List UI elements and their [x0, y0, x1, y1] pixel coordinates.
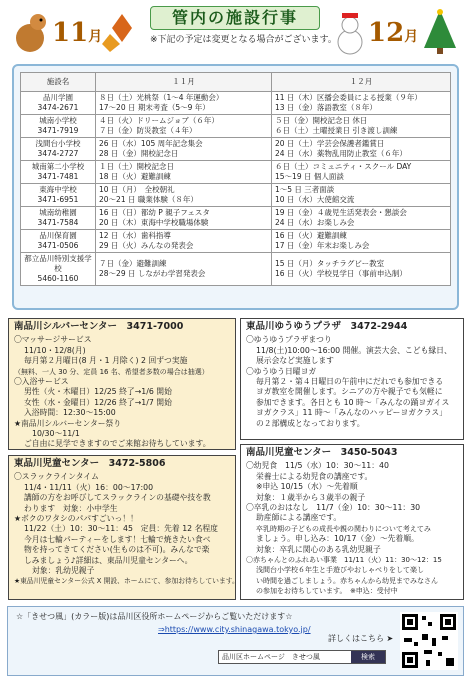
november-cell: ７日（金）避難訓練 28～29 日 しながわ学習発表会 — [96, 253, 272, 286]
december-cell: 1～5 日 三者面談 10 日（水）大使館交流 — [272, 184, 451, 207]
change-note: ※下記の予定は変更となる場合がございます。 — [150, 35, 337, 45]
footer — [7, 606, 464, 676]
facility-cell: 浅間台小学校 3474-2727 — [21, 138, 96, 161]
snowman-icon — [330, 10, 370, 56]
yuyu-plaza-box: 東品川ゆうゆうプラザ 3472-2944 〇ゆうゆうプラザまつり 11/8(土)10:00～16:00 開催。演芸大会、こども縁日、 展示会など実施します 〇ゆうゆう日曜ヨガ 毎月第２・第４日曜日の午前中にだれでも参加できる ヨガ教室を開催します。シニアの方や親子でも気軽に 参加できます。各日とも 10 時～「みんなの踊ヨガイス ヨガクラス」11 時～「みんなのハッピーヨガクラス」 の２部構成となっております。 — [240, 318, 464, 440]
minami-jido-title: 南品川児童センター 3450-5043 — [246, 447, 398, 458]
december-cell: ６日（土）コミュニティ・スクール DAY 15～19 日 個人面談 — [272, 161, 451, 184]
facility-cell: 品川保育園 3471-0506 — [21, 230, 96, 253]
higashi-jido-box: 東品川児童センター 3472-5806 〇スラックラインタイム 11/4・11/11（火）16：00～17:00 講師の方をお呼びしてスラックラインの基礎や技を教 わります 対象：小中学生 ★ボクのワタシのパパすごいっ！！ 11/22（土）10：30～11：45 定員：先着 12 名程度 今月は七輪パーティーをします！七輪で焼きたい食べ 物を持ってきてください(生ものは不可)。みんなで楽 しみましょう♪詳細は、東品川児童センターへ。 対象：乳幼児親子 ★東品川児童センター公式 X 開設、ホームにて、参加お待ちしています。 — [8, 455, 236, 600]
leaves-icon — [102, 10, 142, 54]
december-cell: 20 日（土）学芸会保護者鑑賞日 24 日（水）薬物乱用防止教室（６年） — [272, 138, 451, 161]
detail-label: 詳しくはこちら ➤ — [328, 634, 394, 643]
month-12: 12月 — [368, 18, 419, 48]
december-cell: ５日（金）開校記念日 休日 ６日（土）土曜授業日 引き渡し訓練 — [272, 115, 451, 138]
table-row — [21, 115, 451, 138]
december-cell: 15 日（月）タッチラグビー教室 16 日（火）学校見学日（事前申込制） — [272, 253, 451, 286]
silver-center-title: 南品川シルバーセンター 3471-7000 — [14, 321, 184, 332]
december-cell: 19 日（金）４歳児生活発表会・懇談会 24 日（水）お楽しみ会 — [272, 207, 451, 230]
homepage-link[interactable]: ⇒https://www.city.shinagawa.tokyo.jp/ — [158, 625, 311, 634]
facility-cell: 城南小学校 3471-7919 — [21, 115, 96, 138]
table-row — [21, 230, 451, 253]
header-facility: 施設名 — [21, 73, 96, 92]
page-title: 管内の施設行事 — [150, 6, 320, 30]
header-december: １２月 — [272, 73, 451, 92]
facility-cell: 都立品川特別支援学校 5460-1160 — [21, 253, 96, 286]
search-box[interactable] — [218, 650, 386, 664]
november-cell: 12 日（水）歯科指導 29 日（火）みんなの発表会 — [96, 230, 272, 253]
table-header-row — [21, 73, 451, 92]
minami-jido-box: 南品川児童センター 3450-5043 〇幼児食 11/5（水）10：30～11：40 栄養士による幼児食の講座です。 ※申込 10/15（水）～先着順 対象：１歳半から３歳半の親子 〇卒乳のおはなし 11/7（金）10：30～11：30 助産師による講座です。 卒乳時期の子どもの成長や親の関わりについて考えてみ ましょう。申し込み：10/17（金）～先着順。 対象：卒乳に関心のある乳幼児親子 〇赤ちゃんとのふれあい事業 11/11（火）11：30～12：15 浅間台小学校６年生と手遊びやおしゃべりをして楽し い時間を過ごしましょう。赤ちゃんから幼児までみなさん の参加をお待ちしています。 ※申込：受付中 — [240, 444, 464, 600]
month-11: 11月 — [52, 18, 103, 48]
table-row — [21, 184, 451, 207]
december-cell: 16 日（火）避難訓練 17 日（金）年末お楽しみ会 — [272, 230, 451, 253]
squirrel-icon — [8, 8, 52, 56]
table-row — [21, 138, 451, 161]
arrow-right-icon: ➤ — [386, 634, 394, 643]
november-cell: ４日（火）ドリームジョブ（６年） ７日（金）防災教室（４年） — [96, 115, 272, 138]
schedule-panel — [12, 64, 459, 310]
footer-note: ☆「きせつ風」(カラー版)は品川区役所ホームページからご覧いただけます☆ — [16, 612, 293, 621]
qr-code-icon[interactable] — [400, 612, 458, 670]
facility-cell: 東海中学校 3471-6951 — [21, 184, 96, 207]
facility-cell: 城南幼稚園 3471-7584 — [21, 207, 96, 230]
schedule-table — [20, 72, 451, 286]
facility-cell: 城南第二小学校 3471-7481 — [21, 161, 96, 184]
november-cell: 16 日（日）都幼 P 親子フェスタ 20 日（木）東海中学校職場体験 — [96, 207, 272, 230]
higashi-jido-title: 東品川児童センター 3472-5806 — [14, 458, 166, 469]
december-cell: 11 日（木）区播会委員による授業（９年） 13 日（金）落語教室（８年） — [272, 92, 451, 115]
november-cell: ８日（土）光桃祭（1～4 年運動会） 17～20 日 期末考査（5～9 年） — [96, 92, 272, 115]
header-november: １１月 — [96, 73, 272, 92]
table-row — [21, 161, 451, 184]
christmas-tree-icon — [418, 8, 462, 56]
november-cell: 26 日（水）105 周年記念集会 28 日（金）開校記念日 — [96, 138, 272, 161]
november-cell: 10 日（月） 全校朝礼 20～21 日 職業体験（８年） — [96, 184, 272, 207]
search-button[interactable]: 検索 — [351, 651, 385, 663]
search-input[interactable]: 品川区ホームページ きせつ風 — [222, 653, 320, 661]
facility-cell: 品川学園 3474-2671 — [21, 92, 96, 115]
silver-center-box: 南品川シルバーセンター 3471-7000 〇マッサージサービス 11/10・12/8(月) 毎月第２月曜日(8 月・1 月除く) 2 回ずつ実施 （無料、一人 30 分、定員 16 名、希望者多数の場合は抽選） 〇入浴サービス 男性（火・木曜日）12/25 終了→1/6 開始 女性（水・金曜日）12/26 終了→1/7 開始 入浴時間：12:30～15:00 ★南品川シルバーセンター祭り 10/30～11/1 ご自由に見学できますのでご来館お待ちしています。 — [8, 318, 236, 450]
header — [0, 0, 471, 60]
table-row — [21, 207, 451, 230]
november-cell: １日（土）開校記念日 18 日（火）避難訓練 — [96, 161, 272, 184]
yuyu-plaza-title: 東品川ゆうゆうプラザ 3472-2944 — [246, 321, 408, 332]
table-row — [21, 253, 451, 286]
table-row — [21, 92, 451, 115]
